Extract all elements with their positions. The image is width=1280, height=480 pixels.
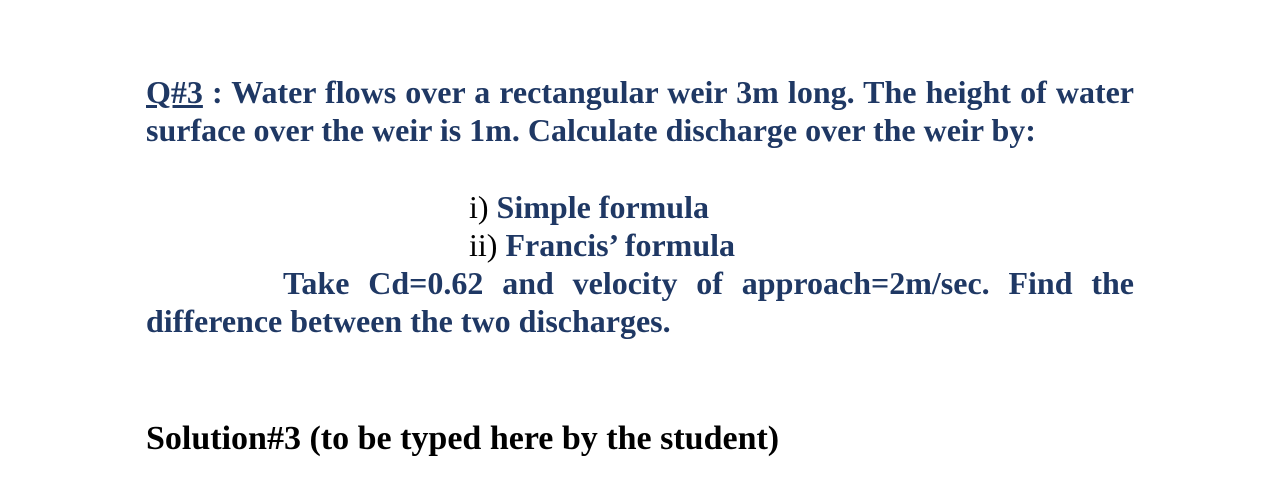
method-item-simple: [469, 188, 735, 226]
question-paragraph: [146, 73, 1134, 149]
method-numeral: i): [469, 189, 489, 225]
question-separator: :: [202, 74, 232, 110]
instruction-paragraph: Take Cd=0.62 and velocity of approach=2m/sec. Find the difference between the two discharges.: [146, 265, 1134, 339]
solution-heading: Solution#3 (to be typed here by the student): [146, 420, 780, 457]
method-item-francis: [469, 226, 735, 264]
method-name: Francis’ formula: [505, 227, 736, 263]
method-list: [469, 188, 735, 264]
method-name: Simple formula: [496, 189, 709, 225]
method-numeral: ii): [469, 227, 498, 263]
question-number: Q#3: [146, 74, 203, 110]
question-text: Water flows over a rectangular weir 3m long. The height of water surface over the weir is 1m. Calculate discharge over the weir by:: [146, 74, 1135, 148]
